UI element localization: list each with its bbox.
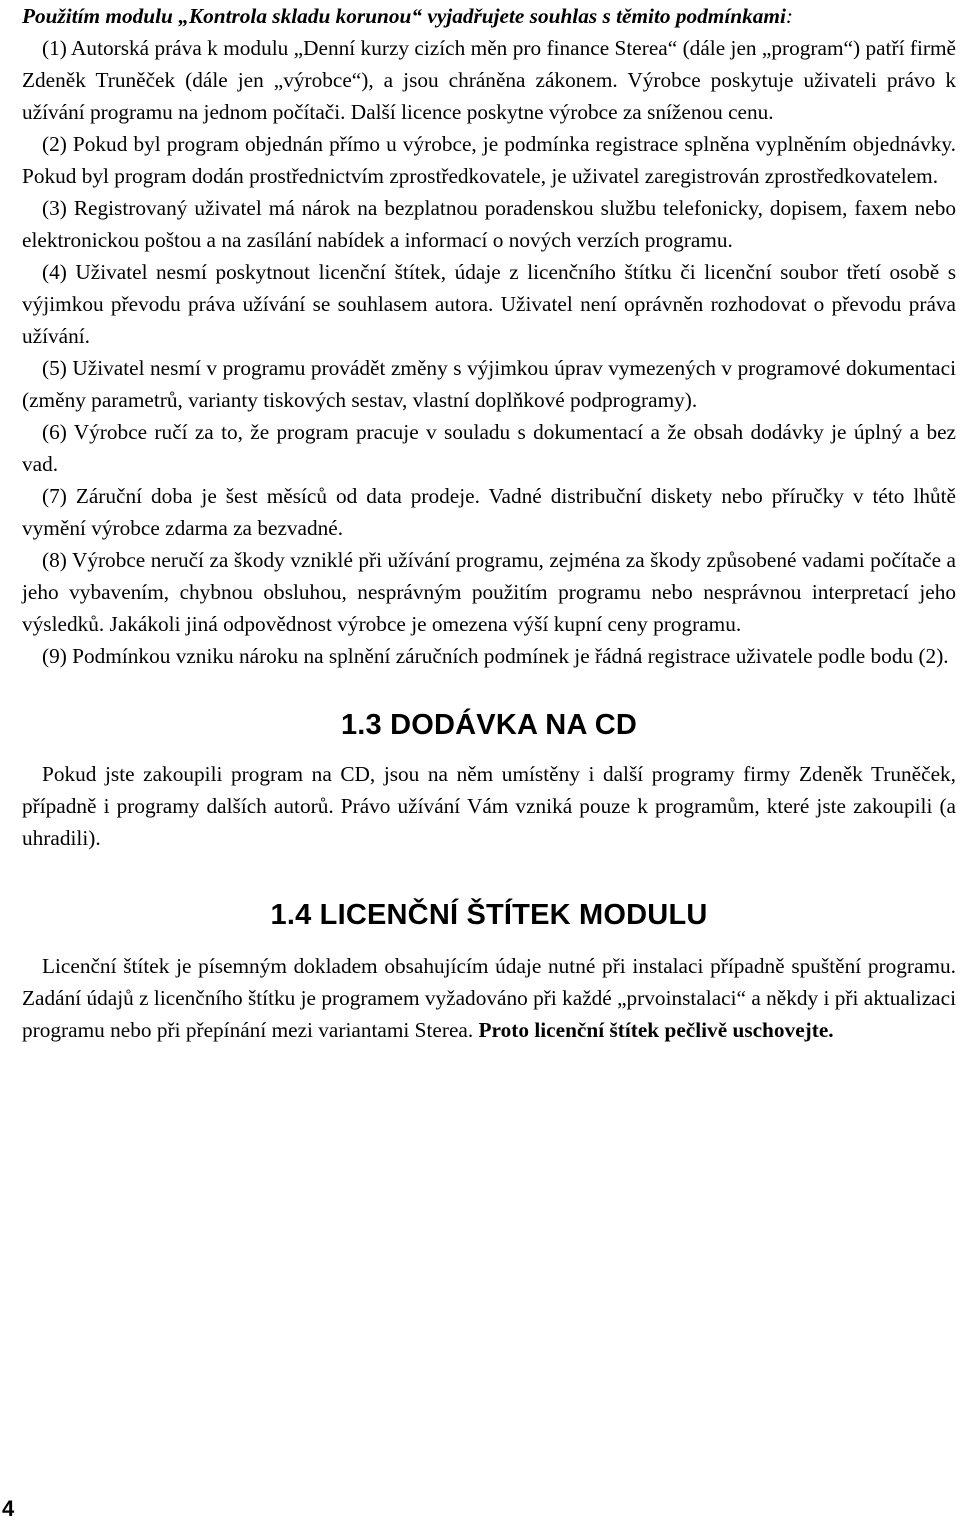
terms-intro-colon: :	[785, 4, 793, 28]
condition-6: (6) Výrobce ručí za to, že program pracuje v souladu s dokumentací a že obsah dodávky je úplný a bez vad.	[22, 420, 956, 476]
condition-7: (7) Záruční doba je šest měsíců od data prodeje. Vadné distribuční diskety nebo příručky v této lhůtě vymění výrobce zdarma za bezvadné.	[22, 484, 956, 540]
section-text-cd-delivery: Pokud jste zakoupili program na CD, jsou na něm umístěny i další programy firmy Zdeněk Truněček, případně i programy dalších autorů. Právo užívání Vám vzniká pouze k programům, které jste zakoupili (a uhradili).	[22, 762, 956, 850]
condition-4: (4) Uživatel nesmí poskytnout licenční štítek, údaje z licenčního štítku či licenční soubor třetí osobě s výjimkou převodu práva užívání se souhlasem autora. Uživatel není oprávněn rozhodovat o převodu práva užívání.	[22, 260, 956, 348]
condition-2: (2) Pokud byl program objednán přímo u výrobce, je podmínka registrace splněna vyplněním objednávky. Pokud byl program dodán prostřednictvím zprostředkovatele, je uživatel zaregistrován zprostředkovatelem.	[22, 132, 956, 188]
condition-5: (5) Uživatel nesmí v programu provádět změny s výjimkou úprav vymezených v programové dokumentaci (změny parametrů, varianty tiskových sestav, vlastní doplňkové podprogramy).	[22, 356, 956, 412]
condition-8: (8) Výrobce neručí za škody vzniklé při užívání programu, zejména za škody způsobené vadami počítače a jeho vybavením, chybnou obsluhou, nesprávným použitím programu nebo nesprávnou interpretací jeho výsledků. Jakákoli jiná odpovědnost výrobce je omezena výší kupní ceny programu.	[22, 548, 956, 636]
section-text-license-label	[22, 950, 956, 1046]
license-label-text: Licenční štítek je písemným dokladem obsahujícím údaje nutné při instalaci případně spuštění programu. Zadání údajů z licenčního štítku je programem vyžadováno při každé „prvoinstalaci“ a někdy i při aktualizaci programu nebo při přepínání mezi variantami Sterea.	[22, 954, 956, 1042]
document-page	[22, 0, 956, 1046]
terms-intro-heading: Použitím modulu „Kontrola skladu korunou“ vyjadřujete souhlas s těmito podmínkami	[22, 4, 786, 28]
section-heading-cd-delivery: 1.3 DODÁVKA NA CD	[340, 709, 638, 741]
condition-9: (9) Podmínkou vzniku nároku na splnění záručních podmínek je řádná registrace uživatele podle bodu (2).	[42, 644, 949, 668]
page-number: 4	[2, 1496, 15, 1521]
condition-1: (1) Autorská práva k modulu „Denní kurzy cizích měn pro finance Sterea“ (dále jen „program“) patří firmě Zdeněk Truněček (dále jen „výrobce“), a jsou chráněna zákonem. Výrobce poskytuje uživateli právo k užívání programu na jednom počítači. Další licence poskytne výrobce za sníženou cenu.	[22, 36, 956, 124]
condition-3: (3) Registrovaný uživatel má nárok na bezplatnou poradenskou službu telefonicky, dopisem, faxem nebo elektronickou poštou a na zasílání nabídek a informací o nových verzích programu.	[22, 196, 956, 252]
section-heading-license-label: 1.4 LICENČNÍ ŠTÍTEK MODULU	[270, 899, 708, 931]
license-label-emphasis: Proto licenční štítek pečlivě uschovejte.	[478, 1018, 834, 1042]
terms-intro	[22, 0, 956, 32]
